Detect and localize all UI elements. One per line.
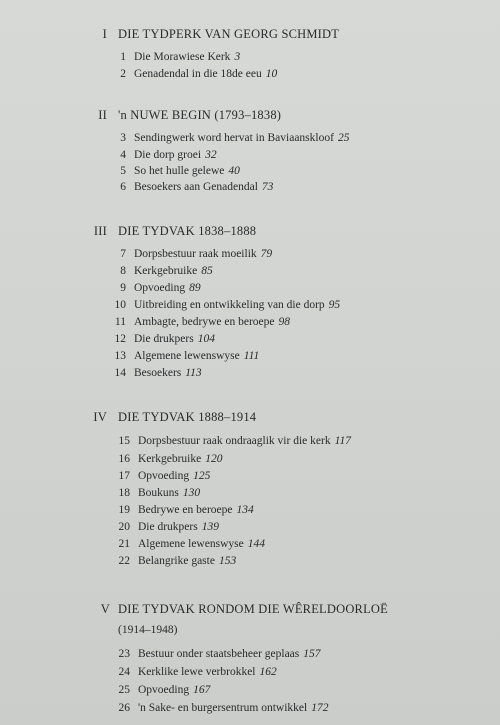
- chapter-title: Dorpsbestuur raak ondraaglik vir die kerk: [138, 435, 331, 447]
- page-number: 162: [259, 666, 277, 678]
- chapter-number: 9: [120, 282, 126, 294]
- toc-entry: [0, 165, 500, 182]
- page-number: 139: [201, 521, 219, 533]
- page-number: 40: [228, 165, 240, 177]
- toc-entry: [0, 350, 500, 367]
- toc-entry: [0, 666, 500, 683]
- part-heading: [0, 108, 500, 128]
- toc-entry: [0, 538, 500, 555]
- chapter-number: 13: [114, 350, 126, 362]
- chapter-title: Die drukpers: [138, 521, 198, 533]
- part-heading: [0, 410, 500, 430]
- chapter-title: Die Morawiese Kerk: [134, 51, 231, 63]
- chapter-title: Algemene lewenswyse: [138, 538, 244, 550]
- chapter-title: Dorpsbestuur raak moeilik: [134, 248, 257, 260]
- part-title: DIE TYDVAK RONDOM DIE WÊRELDOORLOË: [118, 602, 388, 616]
- chapter-number: 22: [118, 555, 130, 567]
- chapter-number: 10: [114, 299, 126, 311]
- part-numeral: III: [93, 224, 107, 238]
- page-number: 95: [328, 299, 341, 311]
- toc-entry: [0, 521, 500, 538]
- chapter-number: 15: [118, 435, 130, 447]
- page-number: 104: [197, 333, 215, 345]
- page-number: 3: [234, 51, 241, 63]
- part-title: DIE TYDVAK 1888–1914: [118, 410, 257, 424]
- chapter-title: Algemene lewenswyse: [134, 350, 240, 362]
- chapter-title: Kerkgebruike: [134, 265, 198, 277]
- page-number: 134: [236, 504, 254, 516]
- chapter-title: Kerkgebruike: [138, 453, 202, 465]
- toc-entry: [0, 282, 500, 299]
- chapter-number: 3: [120, 132, 126, 144]
- chapter-title: Uitbreiding en ontwikkeling van die dorp: [134, 299, 325, 311]
- part-numeral: IV: [93, 410, 107, 424]
- part-numeral: II: [98, 108, 107, 122]
- toc-entry: [0, 333, 500, 350]
- chapter-number: 24: [118, 666, 130, 678]
- toc-entry: [0, 684, 500, 701]
- chapter-number: 23: [118, 648, 130, 660]
- chapter-title: Genadendal in die 18de eeu: [134, 68, 262, 80]
- chapter-number: 16: [118, 453, 130, 465]
- chapter-title: Boukuns: [138, 487, 179, 499]
- toc-entry: [0, 470, 500, 487]
- part-heading: [0, 27, 500, 47]
- part-heading: [0, 224, 500, 244]
- chapter-title: So het hulle gelewe: [134, 165, 225, 177]
- page-number: 157: [303, 648, 321, 660]
- chapter-number: 20: [118, 521, 130, 533]
- page-number: 79: [260, 248, 273, 260]
- chapter-number: 18: [118, 487, 130, 499]
- chapter-title: Die dorp groei: [134, 149, 202, 161]
- chapter-title: Bedrywe en beroepe: [138, 504, 233, 516]
- chapter-title: Besoekers: [134, 367, 182, 379]
- page-number: 85: [201, 265, 213, 277]
- page-number: 113: [185, 367, 202, 379]
- chapter-number: 25: [118, 684, 130, 696]
- chapter-number: 21: [118, 538, 130, 550]
- chapter-number: 19: [118, 504, 130, 516]
- page-number: 32: [205, 149, 217, 161]
- chapter-number: 6: [120, 181, 126, 193]
- page-number: 98: [278, 316, 290, 328]
- chapter-title: Sendingwerk word hervat in Baviaanskloof: [134, 132, 334, 144]
- page-number: 130: [182, 487, 201, 499]
- toc-entry: [0, 149, 500, 166]
- page-number: 125: [193, 470, 211, 482]
- toc-entry: [0, 68, 500, 85]
- toc-entry: [0, 181, 500, 198]
- chapter-title: Opvoeding: [134, 282, 186, 294]
- page-number: 117: [334, 435, 351, 447]
- chapter-number: 8: [120, 265, 126, 277]
- toc-entry: [0, 435, 500, 452]
- toc-entry: [0, 702, 500, 719]
- chapter-title: Opvoeding: [138, 470, 190, 482]
- part-heading: [0, 602, 500, 622]
- page-number: 73: [261, 181, 274, 193]
- chapter-number: 5: [120, 165, 126, 177]
- chapter-number: 1: [120, 51, 126, 63]
- chapter-title: Die drukpers: [134, 333, 194, 345]
- chapter-number: 14: [114, 367, 126, 379]
- toc-entry: [0, 504, 500, 521]
- toc-entry: [0, 648, 500, 665]
- chapter-title: 'n Sake- en burgersentrum ontwikkel: [138, 702, 308, 714]
- part-title: DIE TYDVAK 1838–1888: [118, 224, 257, 238]
- chapter-title: Opvoeding: [138, 684, 190, 696]
- part-numeral: V: [100, 602, 110, 616]
- page-number: 120: [205, 453, 223, 465]
- chapter-number: 12: [114, 333, 126, 345]
- page-number: 144: [247, 538, 265, 550]
- toc-entry: [0, 248, 500, 265]
- part-title: 'n NUWE BEGIN (1793–1838): [118, 108, 282, 122]
- chapter-title: Belangrike gaste: [138, 555, 215, 567]
- chapter-number: 17: [118, 470, 130, 482]
- chapter-title: Bestuur onder staatsbeheer geplaas: [138, 648, 300, 660]
- page-number: 25: [337, 132, 350, 144]
- chapter-number: 11: [114, 316, 126, 328]
- page-number: 111: [243, 350, 260, 362]
- chapter-title: Kerklike lewe verbrokkel: [138, 666, 256, 678]
- toc-entry: [0, 265, 500, 282]
- chapter-title: Besoekers aan Genadendal: [134, 181, 258, 193]
- part-subtitle: (1914–1948): [118, 624, 178, 636]
- toc-entry: [0, 299, 500, 316]
- toc-entry: [0, 132, 500, 149]
- page-number: 167: [193, 684, 211, 696]
- page-number: 89: [189, 282, 201, 294]
- page-number: 153: [218, 555, 237, 567]
- part-numeral: I: [102, 27, 107, 41]
- toc-entry: [0, 555, 500, 572]
- toc-entry: [0, 453, 500, 470]
- chapter-number: 26: [118, 702, 130, 714]
- part-title: DIE TYDPERK VAN GEORG SCHMIDT: [118, 27, 340, 41]
- toc-entry: [0, 316, 500, 333]
- chapter-number: 7: [120, 248, 126, 260]
- toc-entry: [0, 367, 500, 384]
- toc-entry: [0, 487, 500, 504]
- toc-entry: [0, 51, 500, 68]
- chapter-title: Ambagte, bedrywe en beroepe: [134, 316, 275, 328]
- page-number: 10: [265, 68, 278, 80]
- chapter-number: 2: [120, 68, 126, 80]
- page-number: 172: [311, 702, 329, 714]
- chapter-number: 4: [120, 149, 126, 161]
